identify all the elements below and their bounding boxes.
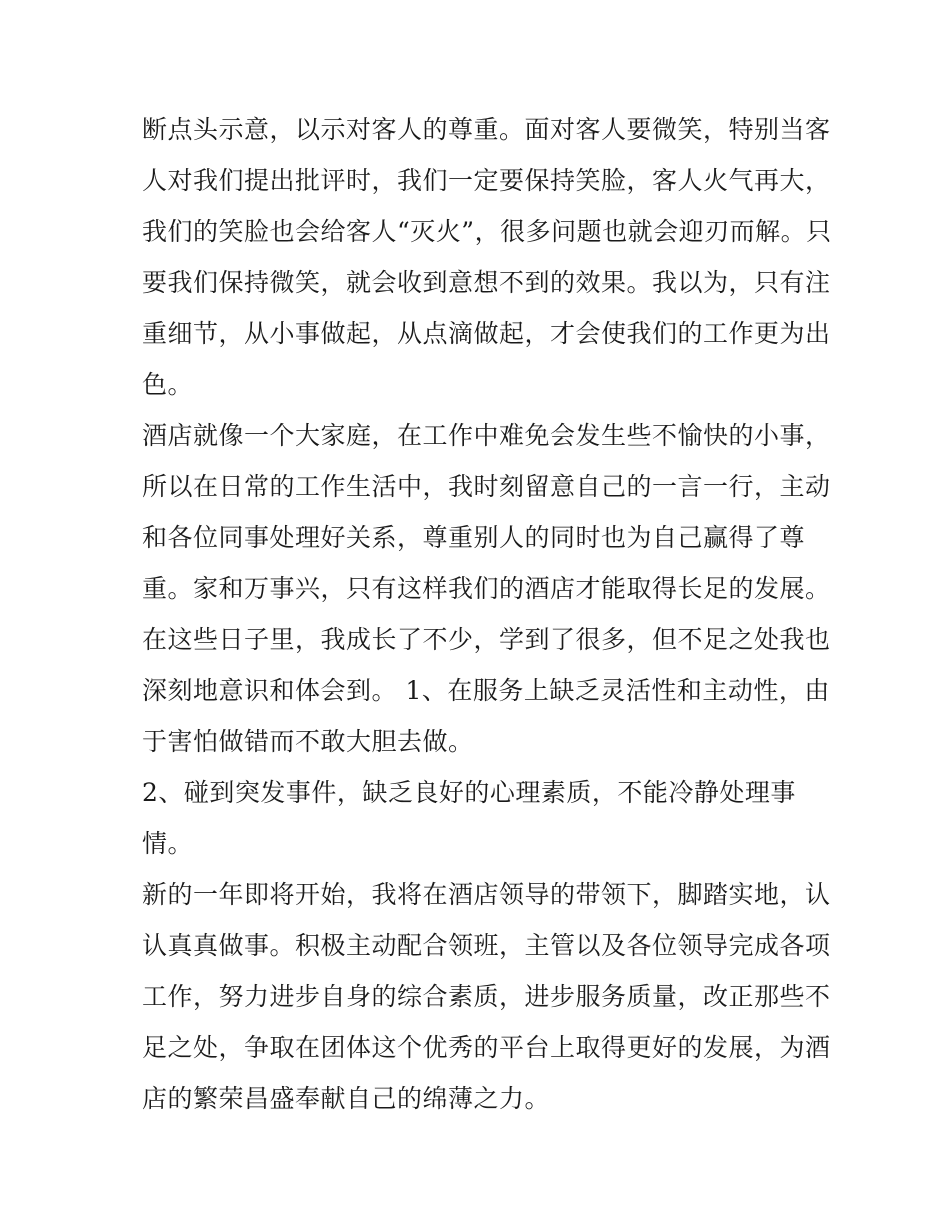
text-line: 所以在日常的工作生活中，我时刻留意自己的一言一行，主动 xyxy=(142,472,831,501)
text-line: 人对我们提出批评时，我们一定要保持笑脸，客人火气再大， xyxy=(142,166,831,195)
text-line: 新的一年即将开始，我将在酒店领导的带领下，脚踏实地，认 xyxy=(142,880,831,909)
text-line: 工作，努力进步自身的综合素质，进步服务质量，改正那些不 xyxy=(142,982,831,1011)
text-line: 足之处，争取在团体这个优秀的平台上取得更好的发展，为酒 xyxy=(142,1033,831,1062)
text-line: 深刻地意识和体会到。 1、在服务上缺乏灵活性和主动性，由 xyxy=(142,676,830,705)
text-line: 2、碰到突发事件，缺乏良好的心理素质，不能冷静处理事 xyxy=(142,778,796,807)
body-text xyxy=(142,104,832,1124)
text-line: 在这些日子里，我成长了不少，学到了很多，但不足之处我也 xyxy=(142,625,831,654)
text-line: 于害怕做错而不敢大胆去做。 xyxy=(142,727,474,756)
text-line: 情。 xyxy=(142,829,194,858)
text-line: 酒店就像一个大家庭，在工作中难免会发生些不愉快的小事， xyxy=(142,421,831,450)
text-line: 断点头示意，以示对客人的尊重。面对客人要微笑，特别当客 xyxy=(142,115,831,144)
text-line: 重。家和万事兴，只有这样我们的酒店才能取得长足的发展。 xyxy=(142,574,831,603)
text-line: 重细节，从小事做起，从点滴做起，才会使我们的工作更为出 xyxy=(142,319,831,348)
text-line: 认真真做事。积极主动配合领班，主管以及各位领导完成各项 xyxy=(142,931,831,960)
text-line: 色。 xyxy=(142,370,194,399)
text-line: 要我们保持微笑，就会收到意想不到的效果。我以为，只有注 xyxy=(142,268,831,297)
text-line: 和各位同事处理好关系，尊重别人的同时也为自己赢得了尊 xyxy=(142,523,806,552)
text-line: 我们的笑脸也会给客人“灭火”，很多问题也就会迎刃而解。只 xyxy=(142,217,832,246)
text-line: 店的繁荣昌盛奉献自己的绵薄之力。 xyxy=(142,1084,551,1113)
